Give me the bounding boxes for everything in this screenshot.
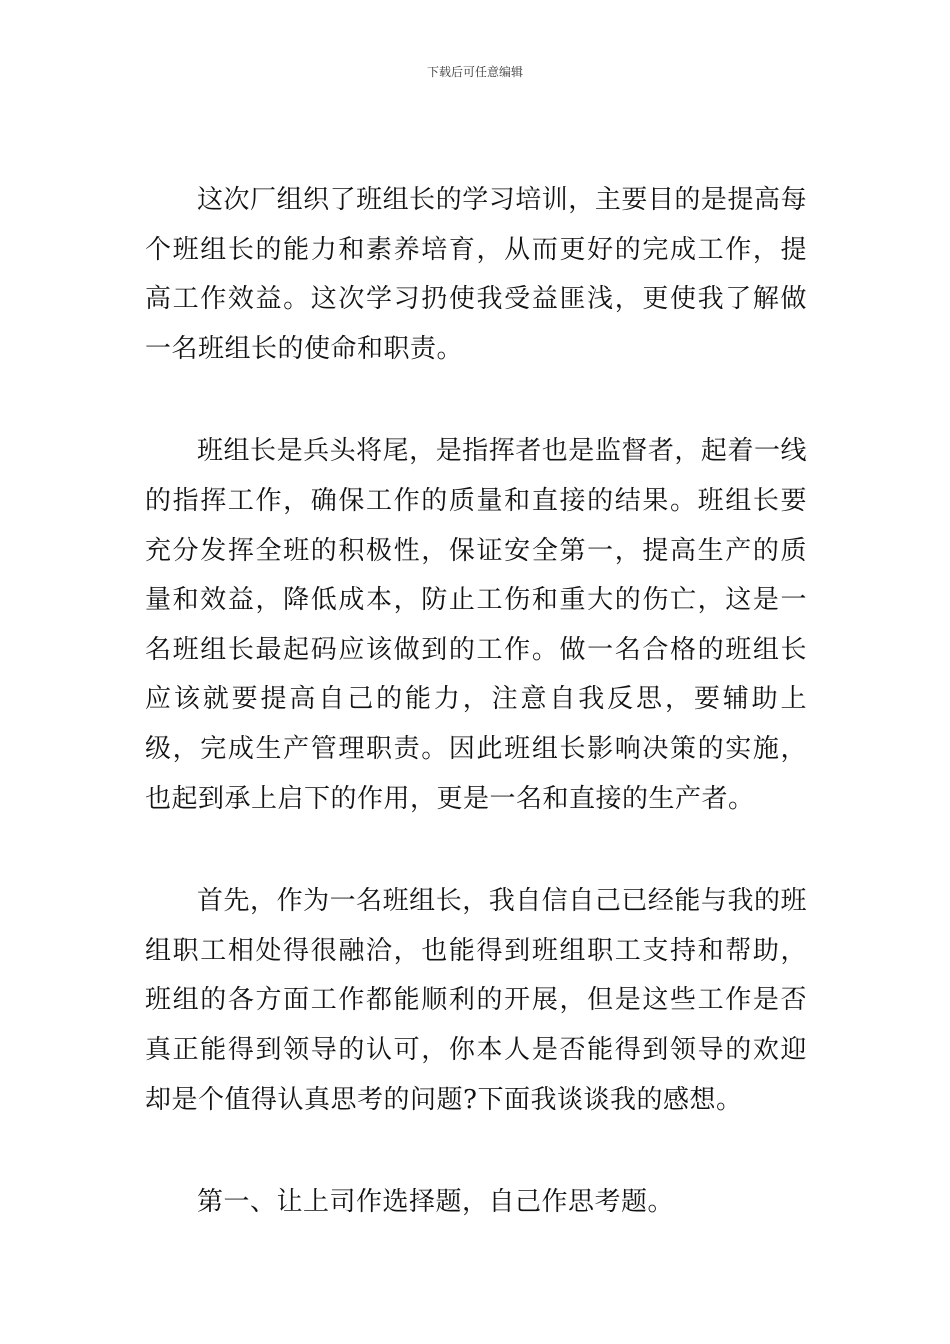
document-body [145, 176, 807, 1228]
paragraph-gap [145, 374, 807, 427]
paragraph-gap [145, 824, 807, 877]
page-header: 下载后可任意编辑 [426, 65, 523, 79]
paragraph-4: 第一、让上司作选择题，自己作思考题。 [197, 1187, 675, 1218]
paragraph-gap [145, 1125, 807, 1178]
paragraph-1: 这次厂组织了班组长的学习培训，主要目的是提高每个班组长的能力和素养培育，从而更好的完成工作，提高工作效益。这次学习扔使我受益匪浅，更使我了解做一名班组长的使命和职责。 [145, 185, 807, 364]
paragraph-2: 班组长是兵头将尾，是指挥者也是监督者，起着一线的指挥工作，确保工作的质量和直接的结果。班组长要充分发挥全班的积极性，保证安全第一，提高生产的质量和效益，降低成本，防止工伤和重大的伤亡，这是一名班组长最起码应该做到的工作。做一名合格的班组长应该就要提高自己的能力，注意自我反思，要辅助上级，完成生产管理职责。因此班组长影响决策的实施，也起到承上启下的作用，更是一名和直接的生产者。 [145, 436, 807, 814]
paragraph-3: 首先，作为一名班组长，我自信自己已经能与我的班组职工相处得很融洽，也能得到班组职工支持和帮助，班组的各方面工作都能顺利的开展，但是这些工作是否真正能得到领导的认可，你本人是否能得到领导的欢迎却是个值得认真思考的问题?下面我谈谈我的感想。 [145, 886, 807, 1115]
